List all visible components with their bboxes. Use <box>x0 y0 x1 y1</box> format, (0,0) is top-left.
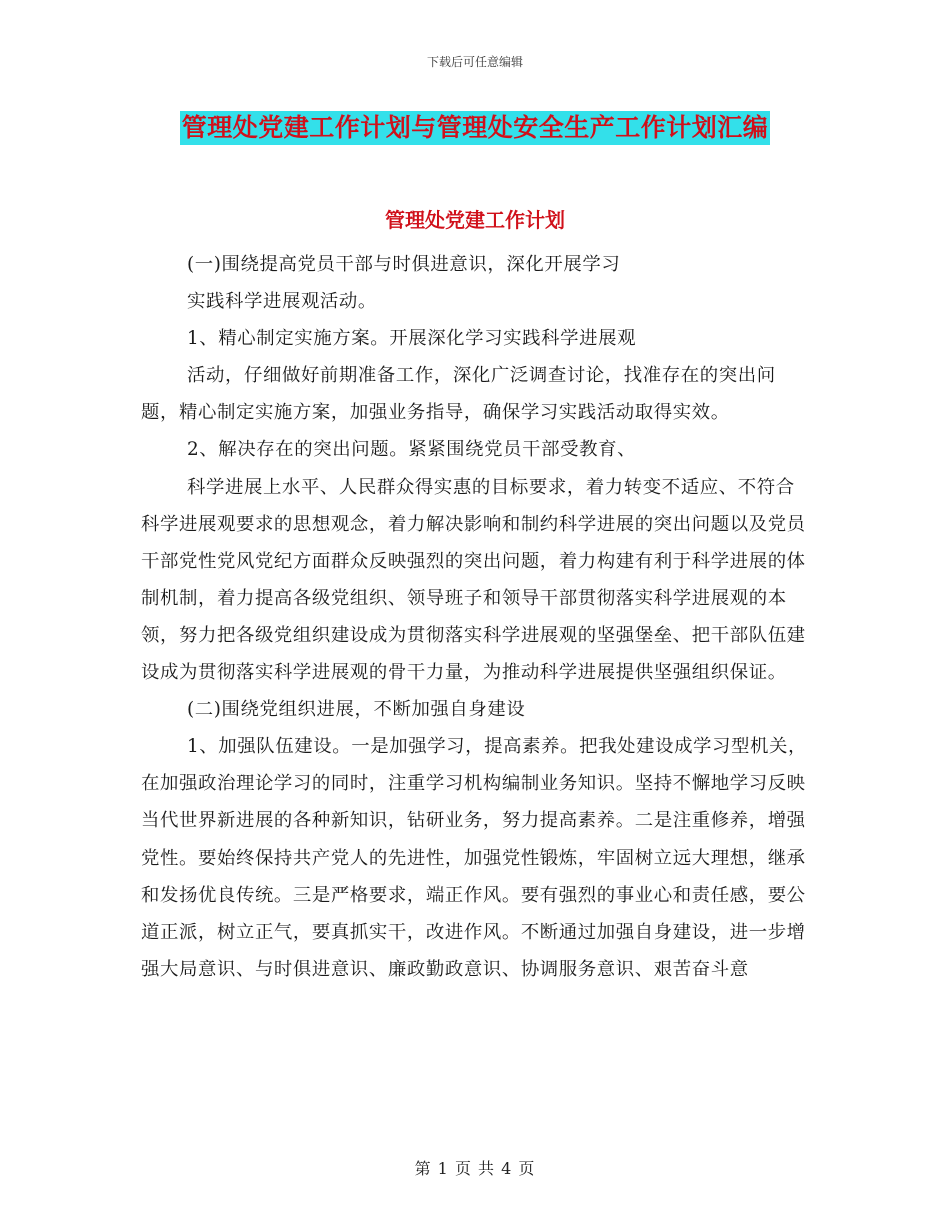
page-number-footer: 第 1 页 共 4 页 <box>414 1159 536 1178</box>
main-title-container <box>0 111 950 145</box>
paragraph: (一)围绕提高党员干部与时俱进意识，深化开展学习 <box>187 254 621 275</box>
document-body <box>141 246 811 988</box>
section-title: 管理处党建工作计划 <box>385 208 565 232</box>
main-title: 管理处党建工作计划与管理处安全生产工作计划汇编 <box>180 111 771 145</box>
paragraph: 1、精心制定实施方案。开展深化学习实践科学进展观 <box>187 328 637 350</box>
paragraph: 2、解决存在的突出问题。紧紧围绕党员干部受教育、 <box>187 439 637 461</box>
paragraph: (二)围绕党组织进展，不断加强自身建设 <box>187 699 526 721</box>
paragraph: 1、加强队伍建设。一是加强学习，提高素养。把我处建设成学习型机关，在加强政治理论学习的同时，注重学习机构编制业务知识。坚持不懈地学习反映当代世界新进展的各种新知识，钻研业务，努力提高素养。二是注重修养，增强党性。要始终保持共产党人的先进性，加强党性锻炼，牢固树立远大理想，继承和发扬优良传统。三是严格要求，端正作风。要有强烈的事业心和责任感，要公道正派，树立正气，要真抓实干，改进作风。不断通过加强自身建设，进一步增强大局意识、与时俱进意识、廉政勤政意识、协调服务意识、艰苦奋斗意 <box>141 736 808 980</box>
paragraph: 科学进展上水平、人民群众得实惠的目标要求，着力转变不适应、不符合科学进展观要求的思想观念，着力解决影响和制约科学进展的突出问题以及党员干部党性党风党纪方面群众反映强烈的突出问题，着力构建有利于科学进展的体制机制，着力提高各级党组织、领导班子和领导干部贯彻落实科学进展观的本领，努力把各级党组织建设成为贯彻落实科学进展观的坚强堡垒、把干部队伍建设成为贯彻落实科学进展观的骨干力量，为推动科学进展提供坚强组织保证。 <box>141 476 806 684</box>
paragraph: 活动，仔细做好前期准备工作，深化广泛调查讨论，找准存在的突出问题，精心制定实施方案，加强业务指导，确保学习实践活动取得实效。 <box>141 365 776 424</box>
header-note: 下载后可任意编辑 <box>426 55 523 69</box>
paragraph: 实践科学进展观活动。 <box>187 291 377 313</box>
